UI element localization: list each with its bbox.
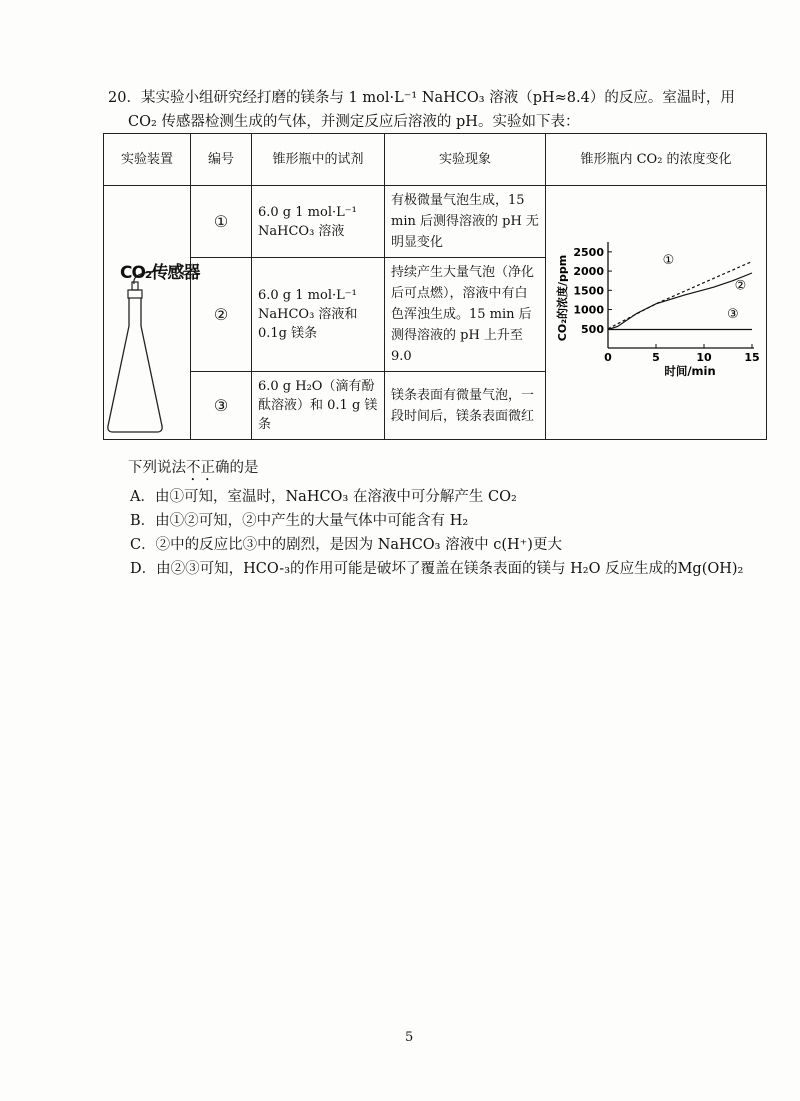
prompt-line [128, 456, 788, 484]
choice-c-label: C． [130, 537, 156, 553]
prompt-prefix: 下列说法 [128, 460, 186, 476]
prompt-emphasis: 不正 [186, 460, 215, 476]
page-number: 5 [405, 1030, 414, 1045]
header-apparatus: 实验装置 [104, 134, 191, 186]
row-2-number: ② [191, 258, 252, 372]
series-label-2: ② [734, 278, 747, 294]
x-tick-label: 10 [696, 351, 712, 364]
apparatus-cell [104, 186, 200, 440]
choice-d[interactable] [130, 557, 788, 581]
choice-a-label: A． [130, 489, 155, 505]
header-co2-change: 锥形瓶内 CO₂ 的浓度变化 [546, 134, 767, 186]
y-tick-label: 1500 [573, 284, 604, 298]
experiment-table [103, 133, 767, 440]
choice-c-text: ②中的反应比③中的剧烈，是因为 NaHCO₃ 溶液中 c(H⁺)更大 [155, 537, 562, 553]
choice-c[interactable] [130, 533, 788, 557]
sensor-label: CO₂传感器 [120, 263, 200, 283]
row-2-reagent: 6.0 g 1 mol·L⁻¹ NaHCO₃ 溶液和 0.1g 镁条 [252, 258, 385, 372]
series-label-1: ① [662, 253, 675, 269]
x-tick-label: 0 [604, 351, 612, 364]
x-tick-label: 15 [744, 351, 760, 364]
choice-b[interactable] [130, 509, 788, 533]
series-label-3: ③ [726, 307, 739, 322]
row-3-phenomenon: 镁条表面有微量气泡，一段时间后，镁条表面微红 [385, 372, 546, 440]
question-stem [108, 86, 758, 134]
row-1-reagent: 6.0 g 1 mol·L⁻¹ NaHCO₃ 溶液 [252, 186, 385, 258]
header-phenomenon: 实验现象 [385, 134, 546, 186]
stem-line-2: CO₂ 传感器检测生成的气体，并测定反应后溶液的 pH。实验如下表： [128, 114, 580, 130]
y-tick-label: 1000 [573, 303, 604, 317]
y-tick-label: 2500 [573, 245, 604, 259]
row-2-phenomenon: 持续产生大量气泡（净化后可点燃），溶液中有白色浑浊生成。15 min 后测得溶液的 pH 上升至 9.0 [385, 258, 546, 372]
question-number: 20． [108, 90, 141, 106]
choice-b-text: 由①②可知，②中产生的大量气体中可能含有 H₂ [155, 513, 469, 529]
choice-a[interactable] [130, 485, 788, 509]
choice-d-label: D． [130, 561, 157, 577]
flask-apparatus-icon [104, 186, 190, 438]
y-axis-label: CO₂的浓度/ppm [556, 254, 569, 342]
x-tick-label: 5 [652, 351, 660, 364]
header-number: 编号 [191, 134, 252, 186]
row-3-reagent: 6.0 g H₂O（滴有酚酞溶液）和 0.1 g 镁条 [252, 372, 385, 440]
y-tick-label: 2000 [573, 265, 604, 279]
row-3-number: ③ [191, 372, 252, 440]
choice-b-label: B． [130, 513, 156, 529]
header-reagent: 锥形瓶中的试剂 [252, 134, 385, 186]
stem-line-1: 某实验小组研究经打磨的镁条与 1 mol·L⁻¹ NaHCO₃ 溶液（pH≈8.4）的反应。室温时，用 [140, 90, 735, 106]
co2-chart-cell [546, 186, 767, 440]
choice-d-text: 由②③可知，HCO-₃的作用可能是破坏了覆盖在镁条表面的镁与 H₂O 反应生成的Mg(OH)₂ [156, 561, 744, 577]
choice-a-text: 由①可知，室温时，NaHCO₃ 在溶液中可分解产生 CO₂ [154, 489, 517, 505]
row-1-number: ① [191, 186, 252, 258]
x-axis-label: 时间/min [664, 364, 716, 378]
choices-block [128, 456, 788, 581]
row-1-phenomenon: 有极微量气泡生成，15 min 后测得溶液的 pH 无明显变化 [385, 186, 546, 258]
co2-concentration-chart [546, 186, 766, 438]
prompt-suffix: 确的是 [215, 460, 259, 476]
y-tick-label: 500 [581, 322, 604, 336]
